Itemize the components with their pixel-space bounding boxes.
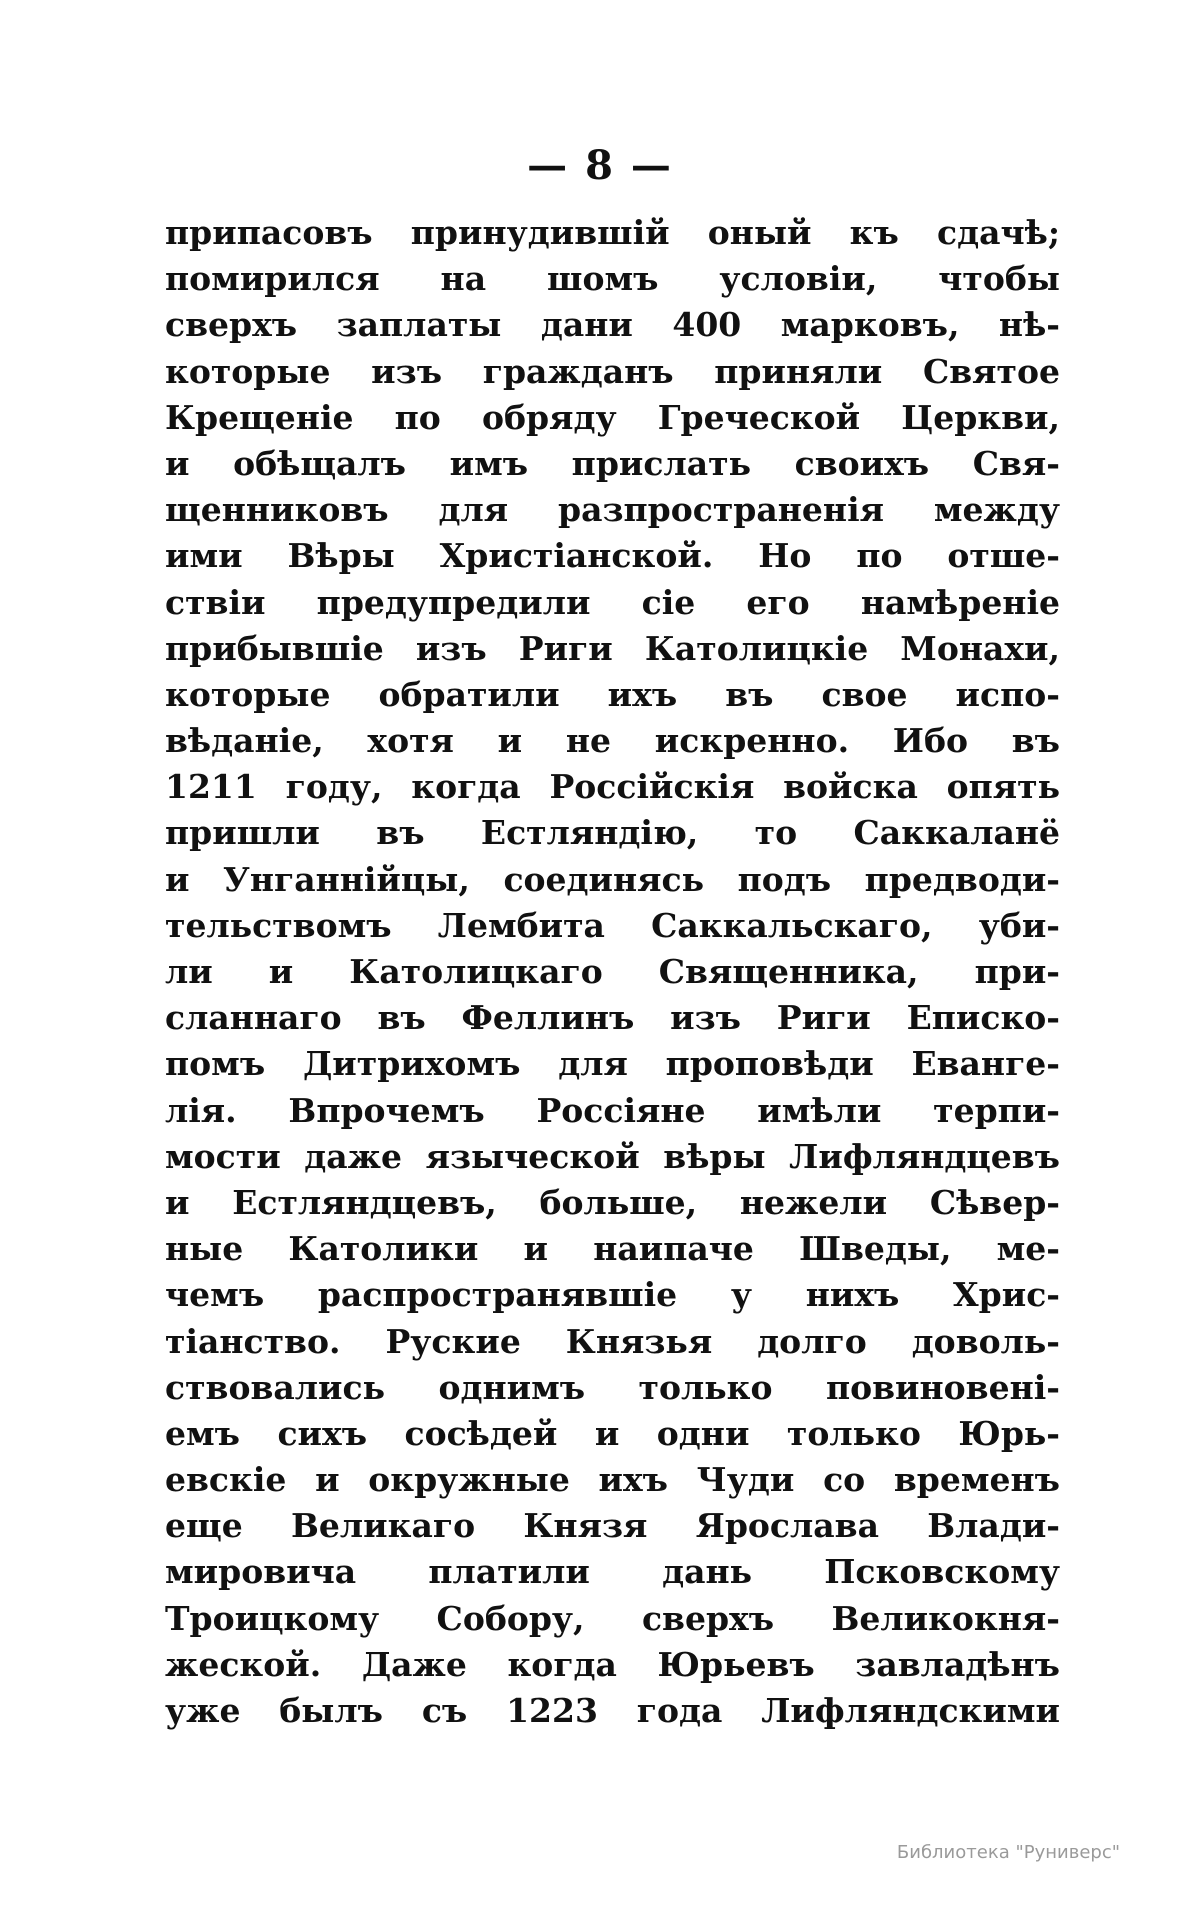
text-line: тельствомъ Лембита Саккальскаго, уби-: [165, 905, 1060, 945]
text-line: и Естляндцевъ, больше, нежели Сѣвер-: [165, 1182, 1060, 1222]
text-line: щенниковъ для разпространенія между: [165, 490, 1060, 530]
text-line: мости даже языческой вѣры Лифляндцевъ: [165, 1136, 1060, 1176]
text-line: ные Католики и наипаче Шведы, ме-: [165, 1229, 1060, 1269]
text-line: 1211 году, когда Россійскія войска опять: [165, 767, 1060, 807]
text-line: которые изъ гражданъ приняли Святое: [165, 351, 1060, 391]
text-line: мировича платили дань Псковскому: [165, 1552, 1060, 1592]
text-line: и Унганнійцы, соединясь подъ предводи-: [165, 859, 1060, 899]
text-line: вѣданіе, хотя и не искренно. Ибо въ: [165, 721, 1060, 761]
page-number: — 8 —: [527, 142, 673, 189]
text-line: сланнаго въ Феллинъ изъ Риги Еписко-: [165, 998, 1060, 1038]
text-line: ли и Католицкаго Священника, при-: [165, 952, 1060, 991]
text-line: ствовались однимъ только повиновені-: [165, 1367, 1060, 1407]
text-line: помирился на шомъ условіи, чтобы: [165, 259, 1060, 299]
text-line: пришли въ Естляндію, то Саккаланё: [165, 813, 1060, 853]
book-text-body: [165, 210, 1060, 1734]
text-line: тіанство. Руские Князья долго доволь-: [165, 1321, 1060, 1361]
text-line: помъ Дитрихомъ для проповѣди Еванге-: [165, 1044, 1060, 1084]
text-line: жеской. Даже когда Юрьевъ завладѣнъ: [165, 1644, 1060, 1684]
text-line: емъ сихъ сосѣдей и одни только Юрь-: [165, 1413, 1060, 1453]
text-line: сверхъ заплаты дани 400 марковъ, нѣ-: [165, 305, 1060, 345]
text-line: чемъ распространявшіе у нихъ Хрис-: [165, 1275, 1060, 1315]
text-line: уже былъ съ 1223 года Лифляндскими: [165, 1691, 1060, 1730]
text-line: прибывшіе изъ Риги Католицкіе Монахи,: [165, 628, 1060, 668]
text-line: и обѣщалъ имъ прислать своихъ Свя-: [165, 443, 1060, 483]
text-line: Троицкому Собору, сверхъ Великокня-: [165, 1598, 1060, 1638]
text-line: ими Вѣры Христіанской. Но по отше-: [165, 536, 1060, 576]
text-line: которые обратили ихъ въ свое испо-: [165, 674, 1060, 714]
text-line: лія. Впрочемъ Россіяне имѣли терпи-: [165, 1090, 1060, 1130]
text-line: припасовъ принудившій оный къ сдачѣ;: [165, 213, 1060, 252]
text-line: еще Великаго Князя Ярослава Влади-: [165, 1506, 1060, 1546]
library-watermark: Библиотека "Руниверс": [896, 1842, 1120, 1863]
text-line: ствіи предупредили сіе его намѣреніе: [165, 582, 1060, 622]
text-line: Крещеніе по обряду Греческой Церкви,: [165, 397, 1060, 437]
text-line: евскіе и окружные ихъ Чуди со временъ: [165, 1460, 1060, 1500]
